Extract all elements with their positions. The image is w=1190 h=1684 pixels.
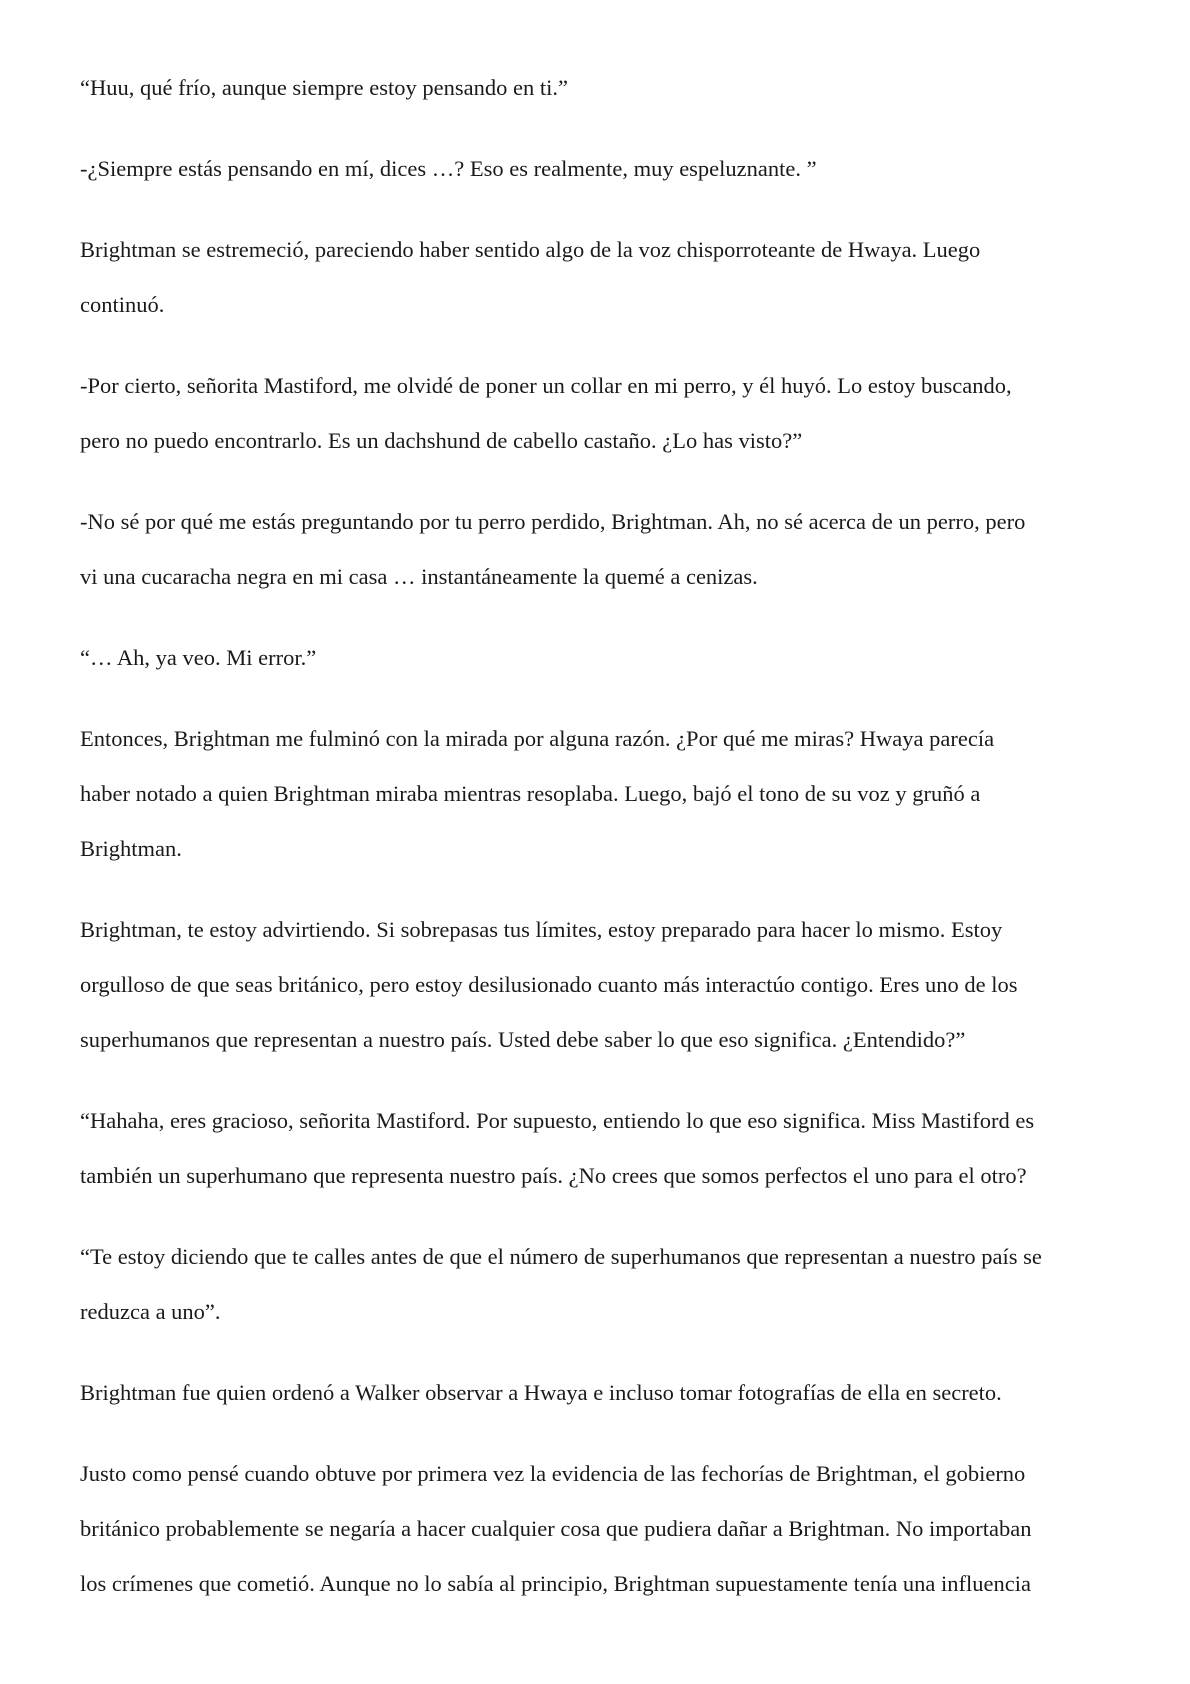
paragraph-4: -Por cierto, señorita Mastiford, me olvidé de poner un collar en mi perro, y él huyó. Lo estoy buscando, pero no puedo encontrarlo. Es un dachshund de cabello castaño. ¿Lo has visto?” <box>80 373 1012 453</box>
document-page <box>80 60 1120 1637</box>
paragraph-12: Justo como pensé cuando obtuve por primera vez la evidencia de las fechorías de Brightman, el gobierno británico probablemente se negaría a hacer cualquier cosa que pudiera dañar a Brightman. No importaban los crímenes que cometió. Aunque no lo sabía al principio, Brightman supuestamente tenía una influencia <box>80 1461 1032 1596</box>
paragraph-7: Entonces, Brightman me fulminó con la mirada por alguna razón. ¿Por qué me miras? Hwaya parecía haber notado a quien Brightman miraba mientras resoplaba. Luego, bajó el tono de su voz y gruñó a Brightman. <box>80 726 995 861</box>
paragraph-2: -¿Siempre estás pensando en mí, dices …? Eso es realmente, muy espeluznante. ” <box>80 156 817 181</box>
paragraph-8: Brightman, te estoy advirtiendo. Si sobrepasas tus límites, estoy preparado para hacer lo mismo. Estoy orgulloso de que seas británico, pero estoy desilusionado cuanto más interactúo contigo. Eres uno de los superhumanos que representan a nuestro país. Usted debe saber lo que eso significa. ¿Entendido?” <box>80 917 1018 1052</box>
paragraph-3: Brightman se estremeció, pareciendo haber sentido algo de la voz chisporroteante de Hwaya. Luego continuó. <box>80 237 981 317</box>
paragraph-6: “… Ah, ya veo. Mi error.” <box>80 645 317 670</box>
paragraph-11: Brightman fue quien ordenó a Walker observar a Hwaya e incluso tomar fotografías de ella en secreto. <box>80 1380 1002 1405</box>
paragraph-5: -No sé por qué me estás preguntando por tu perro perdido, Brightman. Ah, no sé acerca de un perro, pero vi una cucaracha negra en mi casa … instantáneamente la quemé a cenizas. <box>80 509 1026 589</box>
paragraph-9: “Hahaha, eres gracioso, señorita Mastiford. Por supuesto, entiendo lo que eso significa. Miss Mastiford es también un superhumano que representa nuestro país. ¿No crees que somos perfectos el uno para el otro? <box>80 1108 1035 1188</box>
paragraph-1: “Huu, qué frío, aunque siempre estoy pensando en ti.” <box>80 75 568 100</box>
paragraph-10: “Te estoy diciendo que te calles antes de que el número de superhumanos que representan a nuestro país se reduzca a uno”. <box>80 1244 1042 1324</box>
